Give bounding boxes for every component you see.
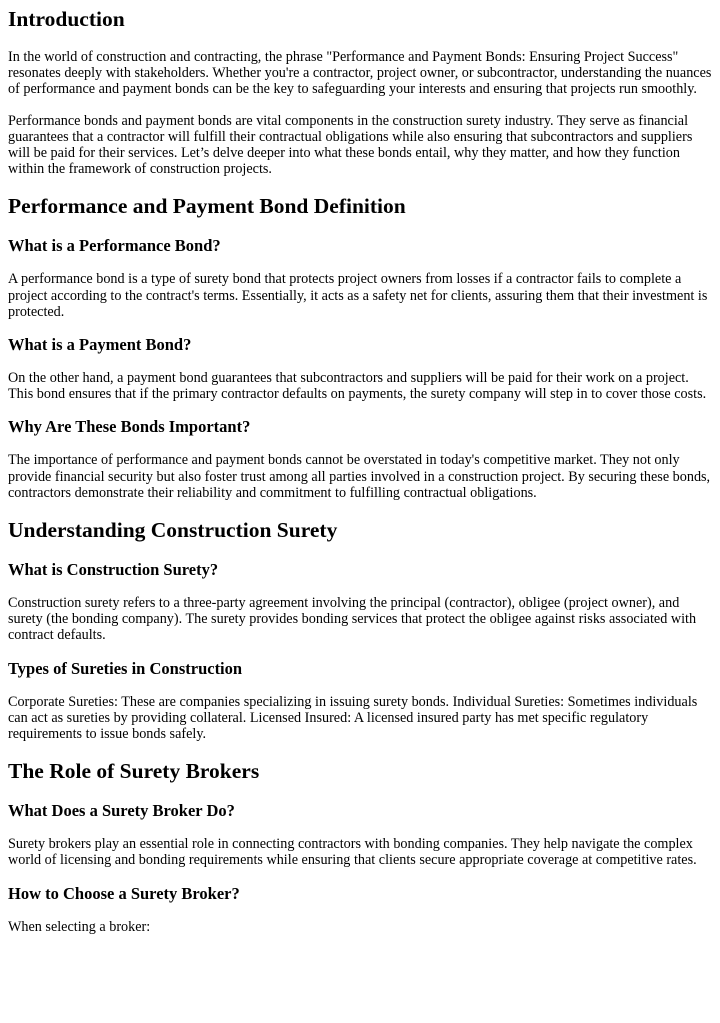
choose-broker-text: When selecting a broker: (8, 918, 151, 935)
construction-surety-heading: What is Construction Surety? (8, 560, 219, 580)
broker-role-heading: What Does a Surety Broker Do? (8, 801, 235, 821)
intro-paragraph-1: In the world of construction and contracting, the phrase "Performance and Payment Bonds: Ensuring Project Success" resonates deeply with stakeholders. Whether you're a contractor, project owner, or subcontractor, understanding the nuances of performance and payment bonds can be the key to safeguarding your interests and ensuring that projects run smoothly. (8, 49, 712, 98)
performance-bond-text: A performance bond is a type of surety bond that protects project owners from losses if a contractor fails to complete a project according to the contract's terms. Essentially, it acts as a safety net for clients, assuring them that their investment is protected. (8, 271, 708, 320)
performance-bond-heading: What is a Performance Bond? (8, 236, 221, 256)
broker-role-text: Surety brokers play an essential role in connecting contractors with bonding companies. They help navigate the complex world of licensing and bonding requirements while ensuring that clients secure appropriate coverage at competitive rates. (8, 836, 697, 869)
payment-bond-heading: What is a Payment Bond? (8, 335, 192, 355)
payment-bond-text: On the other hand, a payment bond guarantees that subcontractors and suppliers will be paid for their work on a project. This bond ensures that if the primary contractor defaults on payments, the surety company will step in to cover those costs. (8, 370, 707, 403)
construction-surety-text: Construction surety refers to a three-party agreement involving the principal (contractor), obligee (project owner), and surety (the bonding company). The surety provides bonding services that protect the obligee against risks associated with contract defaults. (8, 595, 697, 644)
importance-text: The importance of performance and payment bonds cannot be overstated in today's competitive market. They not only provide financial security but also foster trust among all parties involved in a construction project. By securing these bonds, contractors demonstrate their reliability and commitment to fulfilling contractual obligations. (8, 452, 711, 501)
importance-heading: Why Are These Bonds Important? (8, 417, 251, 437)
definition-heading: Performance and Payment Bond Definition (8, 194, 406, 219)
surety-types-heading: Types of Sureties in Construction (8, 658, 243, 678)
choose-broker-heading: How to Choose a Surety Broker? (8, 883, 240, 903)
intro-paragraph-2: Performance bonds and payment bonds are vital components in the construction surety industry. They serve as financial guarantees that a contractor will fulfill their contractual obligations while also ensuring that subcontractors and suppliers will be paid for their services. Let’s delve deeper into what these bonds entail, why they matter, and how they function within the framework of construction projects. (8, 112, 693, 178)
surety-heading: Understanding Construction Surety (8, 518, 338, 543)
surety-types-text: Corporate Sureties: These are companies specializing in issuing surety bonds. Individual Sureties: Sometimes individuals can act as sureties by providing collateral. Licensed Insured: A licensed insured party has met specific regulatory requirements to issue bonds safely. (8, 693, 698, 743)
article (0, 6, 720, 935)
brokers-heading: The Role of Surety Brokers (8, 759, 260, 784)
intro-heading: Introduction (8, 7, 125, 31)
